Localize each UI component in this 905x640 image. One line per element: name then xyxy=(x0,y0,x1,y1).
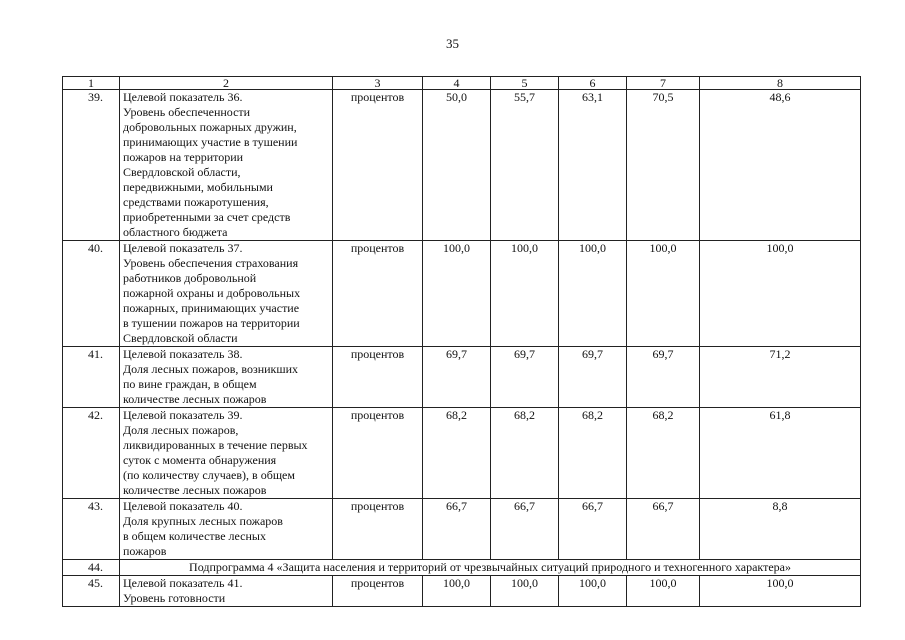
subprogram-row xyxy=(63,560,861,576)
description-line: Целевой показатель 39. xyxy=(123,408,243,422)
value-cell-5: 66,7 xyxy=(491,499,559,560)
value-cell-5: 68,2 xyxy=(491,408,559,499)
header-cell: 5 xyxy=(491,77,559,90)
unit-cell: процентов xyxy=(333,90,423,241)
value-cell-6: 63,1 xyxy=(559,90,627,241)
value-cell-7: 69,7 xyxy=(627,347,700,408)
value-cell-6: 69,7 xyxy=(559,347,627,408)
description-line: Свердловской области, xyxy=(123,165,241,179)
indicator-description xyxy=(120,499,333,560)
value-cell-4: 100,0 xyxy=(423,576,491,607)
unit-cell: процентов xyxy=(333,408,423,499)
description-line: пожаров на территории xyxy=(123,150,244,164)
value-cell-7: 70,5 xyxy=(627,90,700,241)
unit-cell: процентов xyxy=(333,241,423,347)
indicators-table xyxy=(62,76,861,607)
description-line: Свердловской области xyxy=(123,331,238,345)
description-line: количестве лесных пожаров xyxy=(123,483,267,497)
description-line: по вине граждан, в общем xyxy=(123,377,257,391)
description-line: в тушении пожаров на территории xyxy=(123,316,300,330)
value-cell-7: 68,2 xyxy=(627,408,700,499)
description-line: передвижными, мобильными xyxy=(123,180,273,194)
row-number: 40. xyxy=(63,241,120,347)
row-number: 42. xyxy=(63,408,120,499)
indicator-description xyxy=(120,347,333,408)
value-cell-8: 100,0 xyxy=(700,576,861,607)
value-cell-4: 68,2 xyxy=(423,408,491,499)
description-line: Целевой показатель 40. xyxy=(123,499,243,513)
indicator-description xyxy=(120,576,333,607)
unit-cell: процентов xyxy=(333,576,423,607)
table-row xyxy=(63,499,861,560)
value-cell-7: 100,0 xyxy=(627,241,700,347)
table-row xyxy=(63,90,861,241)
unit-cell: процентов xyxy=(333,499,423,560)
header-cell: 1 xyxy=(63,77,120,90)
value-cell-6: 68,2 xyxy=(559,408,627,499)
value-cell-5: 69,7 xyxy=(491,347,559,408)
table-row xyxy=(63,241,861,347)
row-number: 39. xyxy=(63,90,120,241)
value-cell-8: 61,8 xyxy=(700,408,861,499)
description-line: средствами пожаротушения, xyxy=(123,195,269,209)
value-cell-4: 100,0 xyxy=(423,241,491,347)
description-line: Уровень обеспеченности xyxy=(123,105,251,119)
value-cell-6: 100,0 xyxy=(559,576,627,607)
description-line: принимающих участие в тушении xyxy=(123,135,298,149)
row-number: 43. xyxy=(63,499,120,560)
description-line: пожарной охраны и добровольных xyxy=(123,286,301,300)
value-cell-8: 48,6 xyxy=(700,90,861,241)
value-cell-7: 100,0 xyxy=(627,576,700,607)
header-cell: 4 xyxy=(423,77,491,90)
description-line: ликвидированных в течение первых xyxy=(123,438,308,452)
description-line: Доля лесных пожаров, возникших xyxy=(123,362,299,376)
description-line: Уровень готовности xyxy=(123,591,226,605)
description-line: Целевой показатель 37. xyxy=(123,241,243,255)
description-line: Доля крупных лесных пожаров xyxy=(123,514,283,528)
description-line: Уровень обеспечения страхования xyxy=(123,256,299,270)
description-line: суток с момента обнаружения xyxy=(123,453,277,467)
subprogram-title: Подпрограмма 4 «Защита населения и территорий от чрезвычайных ситуаций природного и техногенного характера» xyxy=(120,560,861,576)
description-line: Целевой показатель 36. xyxy=(123,90,243,104)
value-cell-4: 50,0 xyxy=(423,90,491,241)
table-row xyxy=(63,347,861,408)
description-line: областного бюджета xyxy=(123,225,228,239)
description-line: работников добровольной xyxy=(123,271,257,285)
value-cell-7: 66,7 xyxy=(627,499,700,560)
description-line: добровольных пожарных дружин, xyxy=(123,120,297,134)
value-cell-6: 100,0 xyxy=(559,241,627,347)
table-row xyxy=(63,576,861,607)
description-line: пожарных, принимающих участие xyxy=(123,301,300,315)
header-cell: 8 xyxy=(700,77,861,90)
value-cell-5: 100,0 xyxy=(491,241,559,347)
description-line: Целевой показатель 41. xyxy=(123,576,243,590)
header-row xyxy=(63,77,861,90)
description-line: Целевой показатель 38. xyxy=(123,347,243,361)
description-line: приобретенными за счет средств xyxy=(123,210,291,224)
page-number: 35 xyxy=(446,36,459,51)
indicator-description xyxy=(120,408,333,499)
description-line: (по количеству случаев), в общем xyxy=(123,468,295,482)
row-number: 45. xyxy=(63,576,120,607)
row-number: 41. xyxy=(63,347,120,408)
value-cell-5: 55,7 xyxy=(491,90,559,241)
description-line: в общем количестве лесных xyxy=(123,529,266,543)
value-cell-6: 66,7 xyxy=(559,499,627,560)
header-cell: 6 xyxy=(559,77,627,90)
description-line: пожаров xyxy=(123,544,167,558)
indicator-description xyxy=(120,90,333,241)
row-number: 44. xyxy=(63,560,120,576)
value-cell-4: 66,7 xyxy=(423,499,491,560)
header-cell: 3 xyxy=(333,77,423,90)
value-cell-8: 8,8 xyxy=(700,499,861,560)
unit-cell: процентов xyxy=(333,347,423,408)
indicator-description xyxy=(120,241,333,347)
value-cell-5: 100,0 xyxy=(491,576,559,607)
header-cell: 2 xyxy=(120,77,333,90)
description-line: количестве лесных пожаров xyxy=(123,392,267,406)
header-cell: 7 xyxy=(627,77,700,90)
table-row xyxy=(63,408,861,499)
value-cell-4: 69,7 xyxy=(423,347,491,408)
value-cell-8: 71,2 xyxy=(700,347,861,408)
value-cell-8: 100,0 xyxy=(700,241,861,347)
description-line: Доля лесных пожаров, xyxy=(123,423,239,437)
